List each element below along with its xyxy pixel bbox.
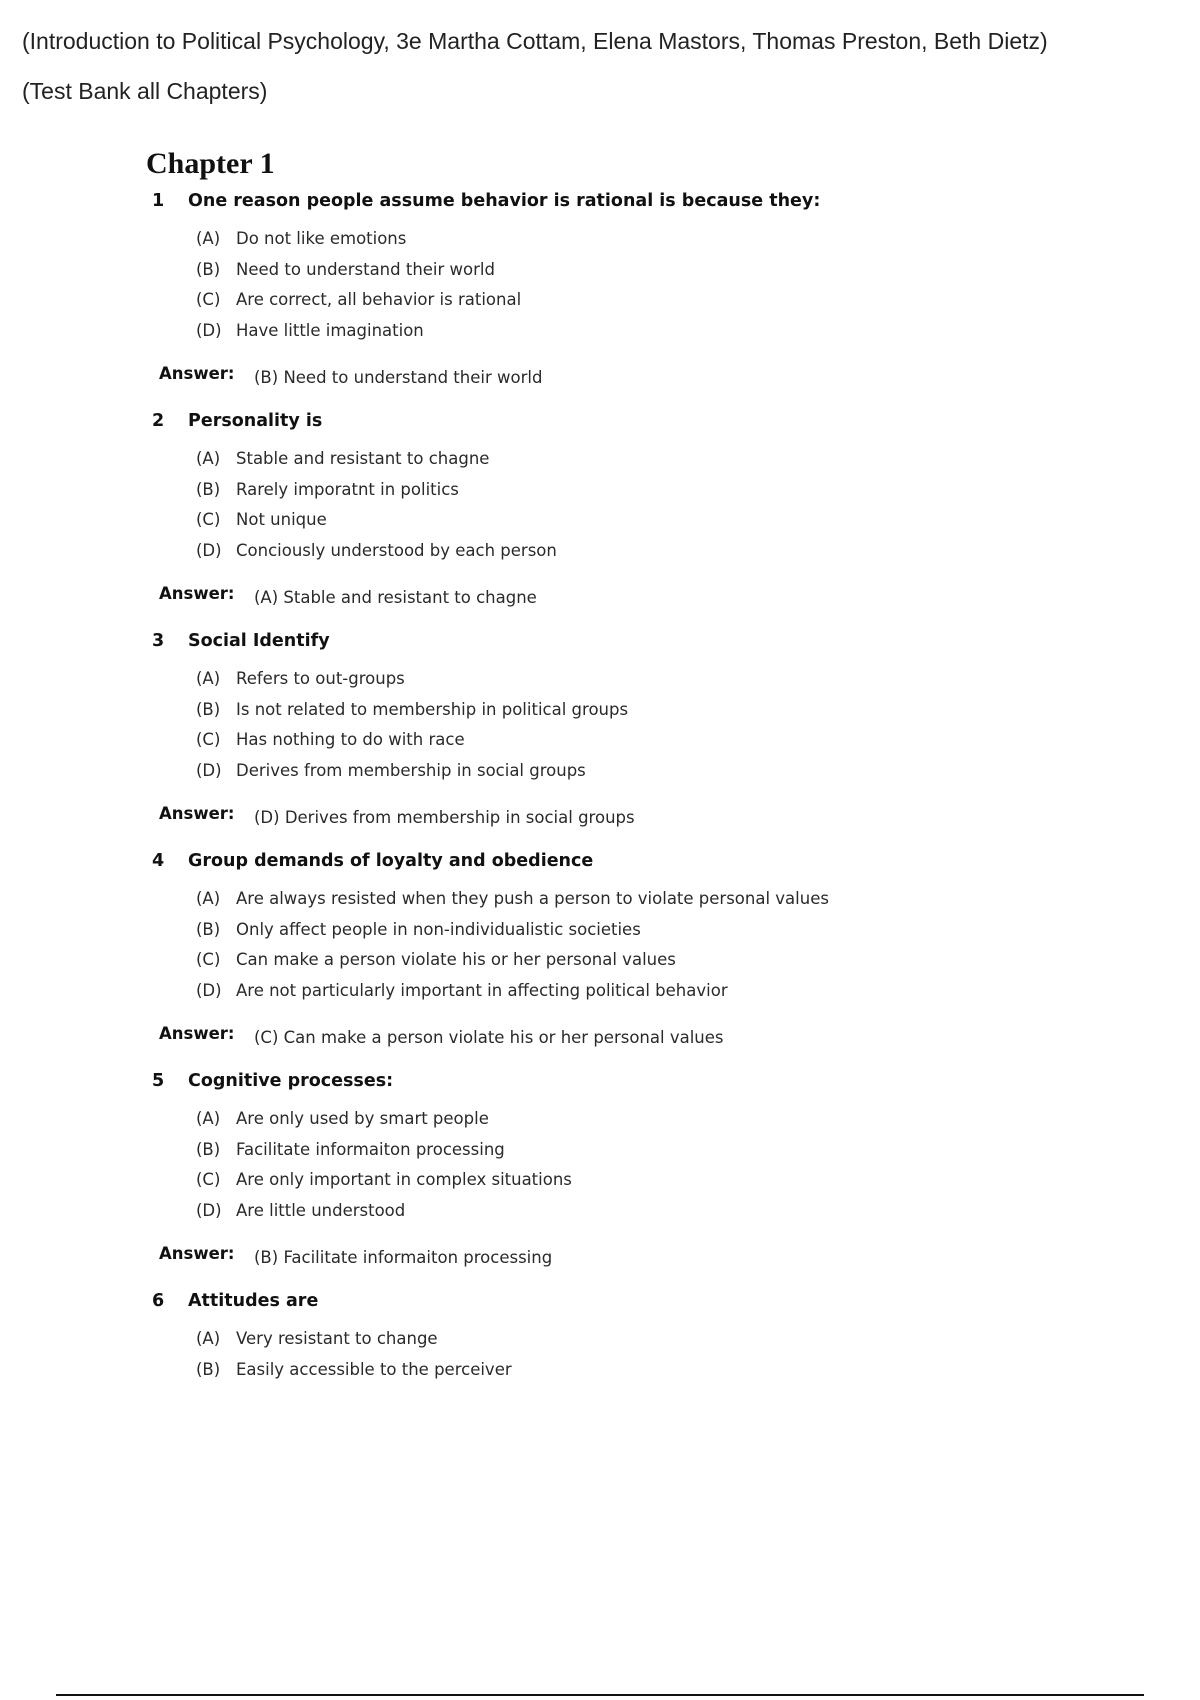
option-text: Refers to out-groups: [236, 669, 405, 688]
option-text: Are not particularly important in affecting political behavior: [236, 980, 728, 1000]
option-text: Has nothing to do with race: [236, 730, 465, 749]
option-list: [146, 664, 1146, 786]
footer-divider: [56, 1694, 1144, 1696]
answer-text: (A) Stable and resistant to chagne: [254, 588, 537, 607]
option-text: Easily accessible to the perceiver: [236, 1359, 512, 1379]
answer-option: [196, 884, 1146, 915]
answer-option: [196, 664, 1146, 695]
question-number: 5: [152, 1071, 165, 1091]
answer-option: [196, 285, 1146, 316]
option-text: Are little understood: [236, 1200, 406, 1220]
option-list: [146, 884, 1146, 1006]
answer-label: Answer:: [159, 364, 235, 383]
option-list: [146, 1104, 1146, 1226]
question-number: 4: [152, 851, 165, 871]
option-letter: (B): [196, 259, 221, 279]
question-item: [146, 408, 1146, 618]
question-number: 3: [152, 631, 165, 651]
answer-label: Answer:: [159, 1024, 235, 1043]
option-text: Are correct, all behavior is rational: [236, 290, 522, 309]
answer-label: Answer:: [159, 1244, 235, 1263]
option-letter: (C): [196, 290, 221, 309]
option-text: Are always resisted when they push a person to violate personal values: [236, 889, 829, 908]
option-text: Can make a person violate his or her personal values: [236, 950, 676, 969]
question-text: Personality is: [188, 411, 323, 431]
answer-option: [196, 1324, 1146, 1355]
option-list: [146, 1324, 1146, 1385]
option-letter: (D): [196, 1200, 222, 1220]
answer-row: [146, 1238, 1146, 1278]
question-text: Cognitive processes:: [188, 1071, 394, 1091]
option-letter: (D): [196, 320, 222, 340]
option-letter: (A): [196, 1329, 221, 1348]
option-letter: (B): [196, 699, 221, 719]
question-item: [146, 848, 1146, 1058]
option-letter: (C): [196, 730, 221, 749]
answer-row: [146, 798, 1146, 838]
answer-option: [196, 536, 1146, 567]
option-text: Are only used by smart people: [236, 1109, 489, 1128]
option-letter: (C): [196, 950, 221, 969]
answer-row: [146, 1018, 1146, 1058]
option-letter: (A): [196, 1109, 221, 1128]
question-number: 2: [152, 411, 165, 431]
answer-row: [146, 358, 1146, 398]
option-text: Very resistant to change: [236, 1329, 438, 1348]
chapter-title: Chapter 1: [146, 147, 275, 180]
answer-option: [196, 316, 1146, 347]
option-text: Do not like emotions: [236, 229, 407, 248]
option-letter: (D): [196, 980, 222, 1000]
answer-option: [196, 475, 1146, 506]
question-item: [146, 1288, 1146, 1385]
answer-option: [196, 224, 1146, 255]
option-text: Not unique: [236, 510, 327, 529]
option-letter: (B): [196, 1139, 221, 1159]
question-item: [146, 188, 1146, 398]
answer-option: [196, 695, 1146, 726]
answer-option: [196, 1104, 1146, 1135]
option-text: Are only important in complex situations: [236, 1170, 572, 1189]
option-list: [146, 224, 1146, 346]
option-text: Facilitate informaiton processing: [236, 1139, 505, 1159]
question-line: [146, 188, 1146, 214]
answer-text: (B) Need to understand their world: [254, 368, 543, 387]
option-text: Rarely imporatnt in politics: [236, 479, 459, 499]
question-list: [146, 188, 1146, 1385]
answer-label: Answer:: [159, 804, 235, 823]
question-text: Social Identify: [188, 631, 330, 651]
option-letter: (A): [196, 229, 221, 248]
option-text: Need to understand their world: [236, 259, 495, 279]
option-letter: (A): [196, 449, 221, 468]
option-letter: (B): [196, 919, 221, 939]
answer-text: (C) Can make a person violate his or her personal values: [254, 1028, 724, 1047]
answer-label: Answer:: [159, 584, 235, 603]
question-text: Attitudes are: [188, 1291, 319, 1311]
option-list: [146, 444, 1146, 566]
option-text: Derives from membership in social groups: [236, 760, 586, 780]
option-text: Stable and resistant to chagne: [236, 449, 490, 468]
option-letter: (A): [196, 889, 221, 908]
answer-option: [196, 976, 1146, 1007]
option-text: Conciously understood by each person: [236, 540, 557, 560]
answer-option: [196, 444, 1146, 475]
question-item: [146, 628, 1146, 838]
document-header-subtitle: (Test Bank all Chapters): [22, 78, 268, 104]
option-text: Have little imagination: [236, 320, 424, 340]
answer-text: (B) Facilitate informaiton processing: [254, 1248, 553, 1267]
answer-row: [146, 578, 1146, 618]
answer-option: [196, 1135, 1146, 1166]
question-number: 6: [152, 1291, 165, 1311]
answer-option: [196, 945, 1146, 976]
option-letter: (C): [196, 1170, 221, 1189]
chapter-content: [146, 146, 1146, 1395]
question-text: Group demands of loyalty and obedience: [188, 851, 594, 871]
answer-option: [196, 1196, 1146, 1227]
answer-option: [196, 915, 1146, 946]
option-letter: (B): [196, 479, 221, 499]
answer-option: [196, 756, 1146, 787]
question-number: 1: [152, 191, 165, 211]
question-text: One reason people assume behavior is rational is because they:: [188, 191, 821, 211]
answer-option: [196, 505, 1146, 536]
option-letter: (B): [196, 1359, 221, 1379]
answer-text: (D) Derives from membership in social groups: [254, 808, 635, 827]
question-line: [146, 408, 1146, 434]
option-letter: (C): [196, 510, 221, 529]
answer-option: [196, 1355, 1146, 1386]
option-text: Is not related to membership in political groups: [236, 699, 629, 719]
answer-option: [196, 255, 1146, 286]
question-line: [146, 1068, 1146, 1094]
question-line: [146, 1288, 1146, 1314]
answer-option: [196, 725, 1146, 756]
option-letter: (D): [196, 540, 222, 560]
document-header-title: (Introduction to Political Psychology, 3e Martha Cottam, Elena Mastors, Thomas Preston, Beth Dietz): [22, 28, 1048, 54]
answer-option: [196, 1165, 1146, 1196]
question-line: [146, 848, 1146, 874]
option-text: Only affect people in non-individualistic societies: [236, 919, 641, 939]
option-letter: (A): [196, 669, 221, 688]
question-item: [146, 1068, 1146, 1278]
option-letter: (D): [196, 760, 222, 780]
question-line: [146, 628, 1146, 654]
